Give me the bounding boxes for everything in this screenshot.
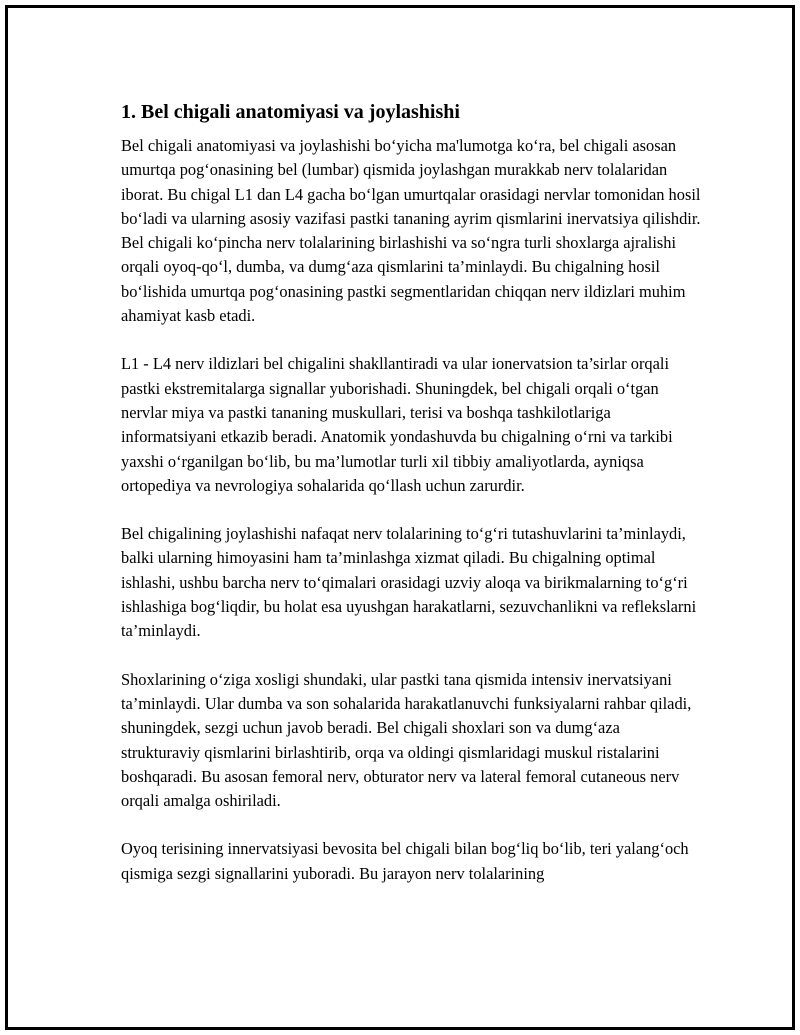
page-frame bbox=[5, 5, 795, 1030]
section-heading: 1. Bel chigali anatomiyasi va joylashishi bbox=[121, 101, 460, 123]
paragraph-2: L1 - L4 nerv ildizlari bel chigalini shakllantiradi va ular ionervatsion ta’sirlar orqali pastki ekstremitalarga signallar yuborishadi. Shuningdek, bel chigali orqali o‘tgan nervlar miya va pastki tananing muskullari, terisi va boshqa tashkilotlariga informatsiyani etkazib beradi. Anatomik yondashuvda bu chigalning o‘rni va tarkibi yaxshi o‘rganilgan bo‘lib, bu ma’lumotlar turli xil tibbiy amaliyotlarda, ayniqsa ortopediya va nevrologiya sohalarida qo‘llash uchun zarurdir. bbox=[121, 354, 673, 495]
document-content bbox=[121, 100, 701, 910]
paragraph-3: Bel chigalining joylashishi nafaqat nerv tolalarining to‘g‘ri tutashuvlarini ta’minlaydi, balki ularning himoyasini ham ta’minlashga xizmat qiladi. Bu chigalning optimal ishlashi, ushbu barcha nerv to‘qimalari orasidagi uzviy aloqa va birikmalarning to‘g‘ri ishlashiga bog‘liqdir, bu holat esa uyushgan harakatlarni, sezuvchanlikni va reflekslarni ta’minlaydi. bbox=[121, 524, 697, 641]
paragraph-4: Shoxlarining o‘ziga xosligi shundaki, ular pastki tana qismida intensiv inervatsiyani ta’minlaydi. Ular dumba va son sohalarida harakatlanuvchi funksiyalarni rahbar qiladi, shuningdek, sezgi uchun javob beradi. Bel chigali shoxlari son va dumg‘aza strukturaviy qismlarini birlashtirib, orqa va oldingi qismlaridagi muskul ristalarini boshqaradi. Bu asosan femoral nerv, obturator nerv va lateral femoral cutaneous nerv orqali amalga oshiriladi. bbox=[121, 669, 692, 811]
paragraph-1: Bel chigali anatomiyasi va joylashishi bo‘yicha ma'lumotga ko‘ra, bel chigali asosan umurtqa pog‘onasining bel (lumbar) qismida joylashgan murakkab nerv tolalaridan iborat. Bu chigal L1 dan L4 gacha bo‘lgan umurtqalar orasidagi nervlar tomonidan hosil bo‘ladi va ularning asosiy vazifasi pastki tananing ayrim qismlarini inervatsiya qilishdir. Bel chigali ko‘pincha nerv tolalarining birlashishi va so‘ngra turli shoxlarga ajralishi orqali oyoq-qo‘l, dumba, va dumg‘aza qismlarini ta’minlaydi. Bu chigalning hosil bo‘lishida umurtqa pog‘onasining pastki segmentlaridan chiqqan nerv ildizlari muhim ahamiyat kasb etadi. bbox=[121, 136, 701, 326]
paragraph-5: Oyoq terisining innervatsiyasi bevosita bel chigali bilan bog‘liq bo‘lib, teri yalang‘och qismiga sezgi signallarini yuboradi. Bu jarayon nerv tolalarining bbox=[121, 839, 689, 883]
